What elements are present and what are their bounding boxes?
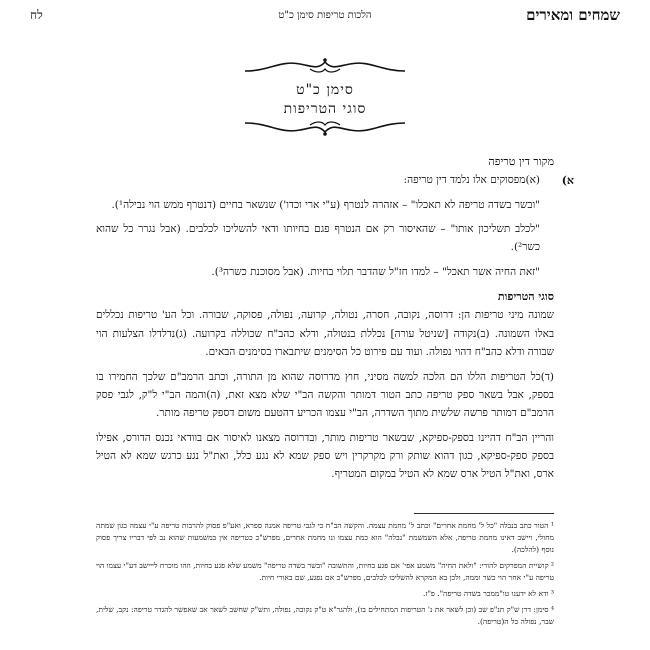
- footnote: ¹ הטור כתב בנבלה "כל ל' מחמת אחרים" וכתב ל' מחמת עצמה. והקשה הב"ח כי לגבי טריפה אמנה ספרא, ואע"פ פסוק להרבות טריפה ע"י עצמה כגון שמתה מחולי, ויישב דאינו מחמת טריפה, אלא השמשמת "נבלה" הוא כמת עצמו ונו מחמת אחרים, מפרש"כ כטריפה אין במשמעות שהוא נב לפי דבריו צריך פסוק נוסף (להלכה).: [96, 521, 554, 554]
- footnote: ⁴ סימן: דרן ש"ק חנ"פ שב (וכן לשאר את נ' הטריפות המתחילים בו), ולהגר"א ט"ק נקובה, נפולה, ותש"ק שחשב לשאר אב שאפשר להגדר טריפה: נקב, שלית, שבר, נפולה כל ה(טריפה).: [96, 605, 554, 626]
- main-content: [96, 150, 574, 490]
- section-heading-source: מקור דין טריפה: [488, 155, 554, 168]
- chapter-running-title: הלכות טריפות סימן כ"ט: [278, 10, 372, 21]
- footnote: ² קושיית המפרקים להורי: "ולאת החיה" משמע אפי' אם פגע בחיות, והתשובה "ובשר בשדה טריפה" משמע שלא פגע בחיות, וזהו מוכרח לייישב דע"י עצמו הוי טריפה ע"י אחר הוי כשר וממה, ולכן בא המקרא להשליכו לכלבים, מפרש"כ אם נפגע, שם באורי חיות.: [96, 561, 554, 582]
- section-heading-types: סוגי הטריפות: [497, 290, 554, 304]
- source-intro: (א)מפסוקים אלו נלמד דין טריפה:: [403, 174, 540, 187]
- footnote: ³ ודא לא ידענו טו"ממכר בשדה טריפה". פ"ז.: [422, 589, 554, 598]
- footnotes: [96, 513, 554, 632]
- running-header: [30, 6, 620, 30]
- top-ornament-icon: [240, 56, 410, 76]
- bottom-ornament-icon: [240, 118, 410, 138]
- verse-item: "ובשר בשדה טריפה לא תאכלו" – אזהרה לנטרף (ע"י ארי וכדו') שנשאר בחיים (דנטרף ממש הוי נבילה¹).: [111, 198, 540, 211]
- book-title: שמחים ומאירים: [526, 6, 620, 24]
- verse-item: "זאת החיה אשר תאכל" – למדו חז"ל שהדבר תלוי בחיות. (אבל מסוכנת כשרה³).: [211, 265, 540, 278]
- page-number: לח: [30, 8, 43, 22]
- law-paragraph: (ד)כל הטריפות הללו הם הלכה למשה מסיני, חוץ מדרוסה שהוא מן התורה, וכתב הרמב"ם שלכך החמירו בו בספק, אבל בשאר ספק טריפה כתב הטור דמותר והקשה הב"י שלא מצא זאת, (ה)והמה הב"י ל"ק, לגבי פסק הרמב"ם דמותר פרשה שלשית מתוך השדרה, הב"י עצמו הכריע דהטעם משום דספק טריפה מותר.: [96, 370, 554, 420]
- siman-name: סוגי הטריפות: [283, 101, 367, 117]
- siman-title-block: [0, 56, 650, 138]
- verse-item: "לכלב תשליכון אותו" – שהאיסור רק אם הנטרף פגם בחיותו ודאי להשליכו לכלבים. (אבל נגרר כל שהוא כשר²).: [96, 223, 540, 254]
- types-paragraph: שמונה מיני טריפות הן: דרוסה, נקובה, חסרה, נטולה, קרועה, נפולה, פסוקה, שבורה. וכל הע' טריפות נכללים באלו השמונה. (ב)נקודה [שניטל עורה] נכללת בנטולה, ודלא כהב"ח שכוללה בקרועה. (ג)נדלדלו הצלעות הוי שבורה ודלא כהב"ח דהוי נפולה. ועוד עם פירוט כל הסימנים שיתבארו בסימנים הבאים.: [96, 309, 554, 359]
- footnote-divider: [414, 513, 554, 514]
- doubt-paragraph: והריין הב"ח דהיינו בספק-ספיקא, שבשאר טריפות מותר, ובדרוסה מצאנו לאיסור אם בוודאי נכנס הדורס, אפילו בספק ספק-ספיקא, כגון דהוא שותק ורק מקרקרין ויש ספק שמא לא נגע כלל, ואת"ל נגע כרגש שמא לא הטיל ארס, ואת"ל הטיל ארס שמא לא הטיל במקום המטריף.: [96, 431, 554, 481]
- siman-number: סימן כ"ט: [296, 82, 354, 98]
- paragraph-marker: א): [561, 174, 574, 188]
